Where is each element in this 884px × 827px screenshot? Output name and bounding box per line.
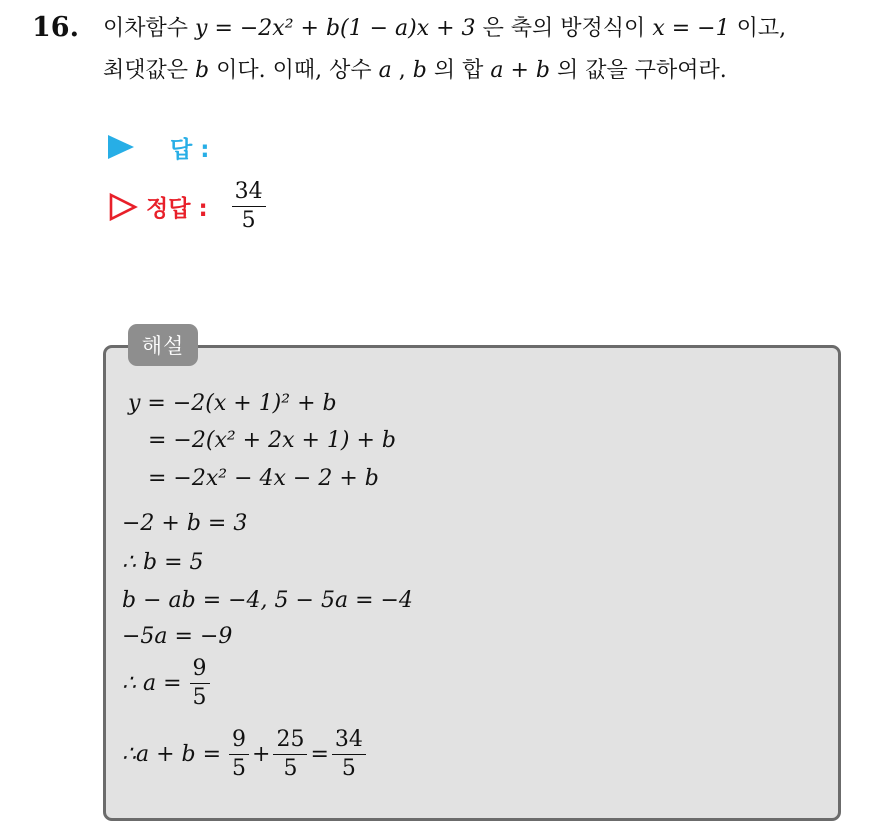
math-function: y = −2x² + b(1 − a)x + 3 <box>195 16 476 41</box>
question-text: , <box>398 58 406 83</box>
sum-fraction-1 <box>229 728 249 781</box>
fraction-numerator: 9 <box>192 656 207 681</box>
fraction-numerator: 34 <box>234 179 263 204</box>
fraction-denominator: 5 <box>341 756 356 782</box>
math-var: b <box>412 58 427 83</box>
question-text: 의 값을 구하여라. <box>556 58 727 83</box>
question-text: 의 합 <box>433 58 484 83</box>
correct-answer-label: 정답 : <box>146 196 208 223</box>
fraction-bar <box>273 754 307 755</box>
fraction-denominator: 5 <box>283 756 298 782</box>
solution-line-1: y = −2(x + 1)² + b <box>128 391 337 416</box>
a-fraction <box>190 657 210 710</box>
math-var: b <box>195 58 210 83</box>
question-text: 최댓값은 <box>103 58 189 83</box>
answer-label: 답 : <box>170 136 210 163</box>
solution-line-4: −2 + b = 3 <box>122 511 248 536</box>
math-var: a <box>378 58 392 83</box>
fraction-numerator: 25 <box>276 727 305 752</box>
sum-fraction-2 <box>273 728 307 781</box>
equals-sign: = <box>310 741 329 767</box>
math-axis: x = −1 <box>652 16 730 41</box>
question-line-2 <box>103 56 727 86</box>
solution-line-2: = −2(x² + 2x + 1) + b <box>148 428 396 453</box>
plus-sign: + <box>252 741 271 767</box>
fraction-denominator: 5 <box>232 756 247 782</box>
question-text: 이차함수 <box>103 16 189 41</box>
question-text: 이다. 이때, 상수 <box>216 58 372 83</box>
math-sum: a + b <box>490 58 550 83</box>
fraction-numerator: 34 <box>334 727 363 752</box>
solution-a-line <box>122 657 213 710</box>
correct-answer-row <box>108 180 266 233</box>
a-prefix: ∴ a = <box>122 670 182 696</box>
question-text: 이고, <box>736 16 787 41</box>
fraction-bar <box>190 683 210 684</box>
solution-line-7: −5a = −9 <box>122 624 233 649</box>
solution-line-3: = −2x² − 4x − 2 + b <box>148 466 379 491</box>
sum-fraction-3 <box>332 728 366 781</box>
question-number: 16. <box>32 12 79 43</box>
fraction-denominator: 5 <box>241 208 256 234</box>
solution-line-6: b − ab = −4, 5 − 5a = −4 <box>122 588 413 613</box>
answer-row <box>108 132 209 162</box>
solution-line-5: ∴ b = 5 <box>122 550 204 575</box>
fraction-denominator: 5 <box>192 685 207 711</box>
fraction-bar <box>229 754 249 755</box>
outline-play-icon <box>108 192 138 222</box>
solution-tab: 해설 <box>128 324 198 366</box>
question-text: 은 축의 방정식이 <box>482 16 646 41</box>
fraction-bar <box>332 754 366 755</box>
question-line-1 <box>103 14 786 44</box>
solution-sum-line <box>122 728 369 781</box>
sum-prefix: ∴a + b = <box>122 741 222 767</box>
fraction-numerator: 9 <box>232 727 247 752</box>
play-icon <box>108 135 134 159</box>
correct-answer-fraction <box>232 180 266 233</box>
fraction-bar <box>232 206 266 207</box>
